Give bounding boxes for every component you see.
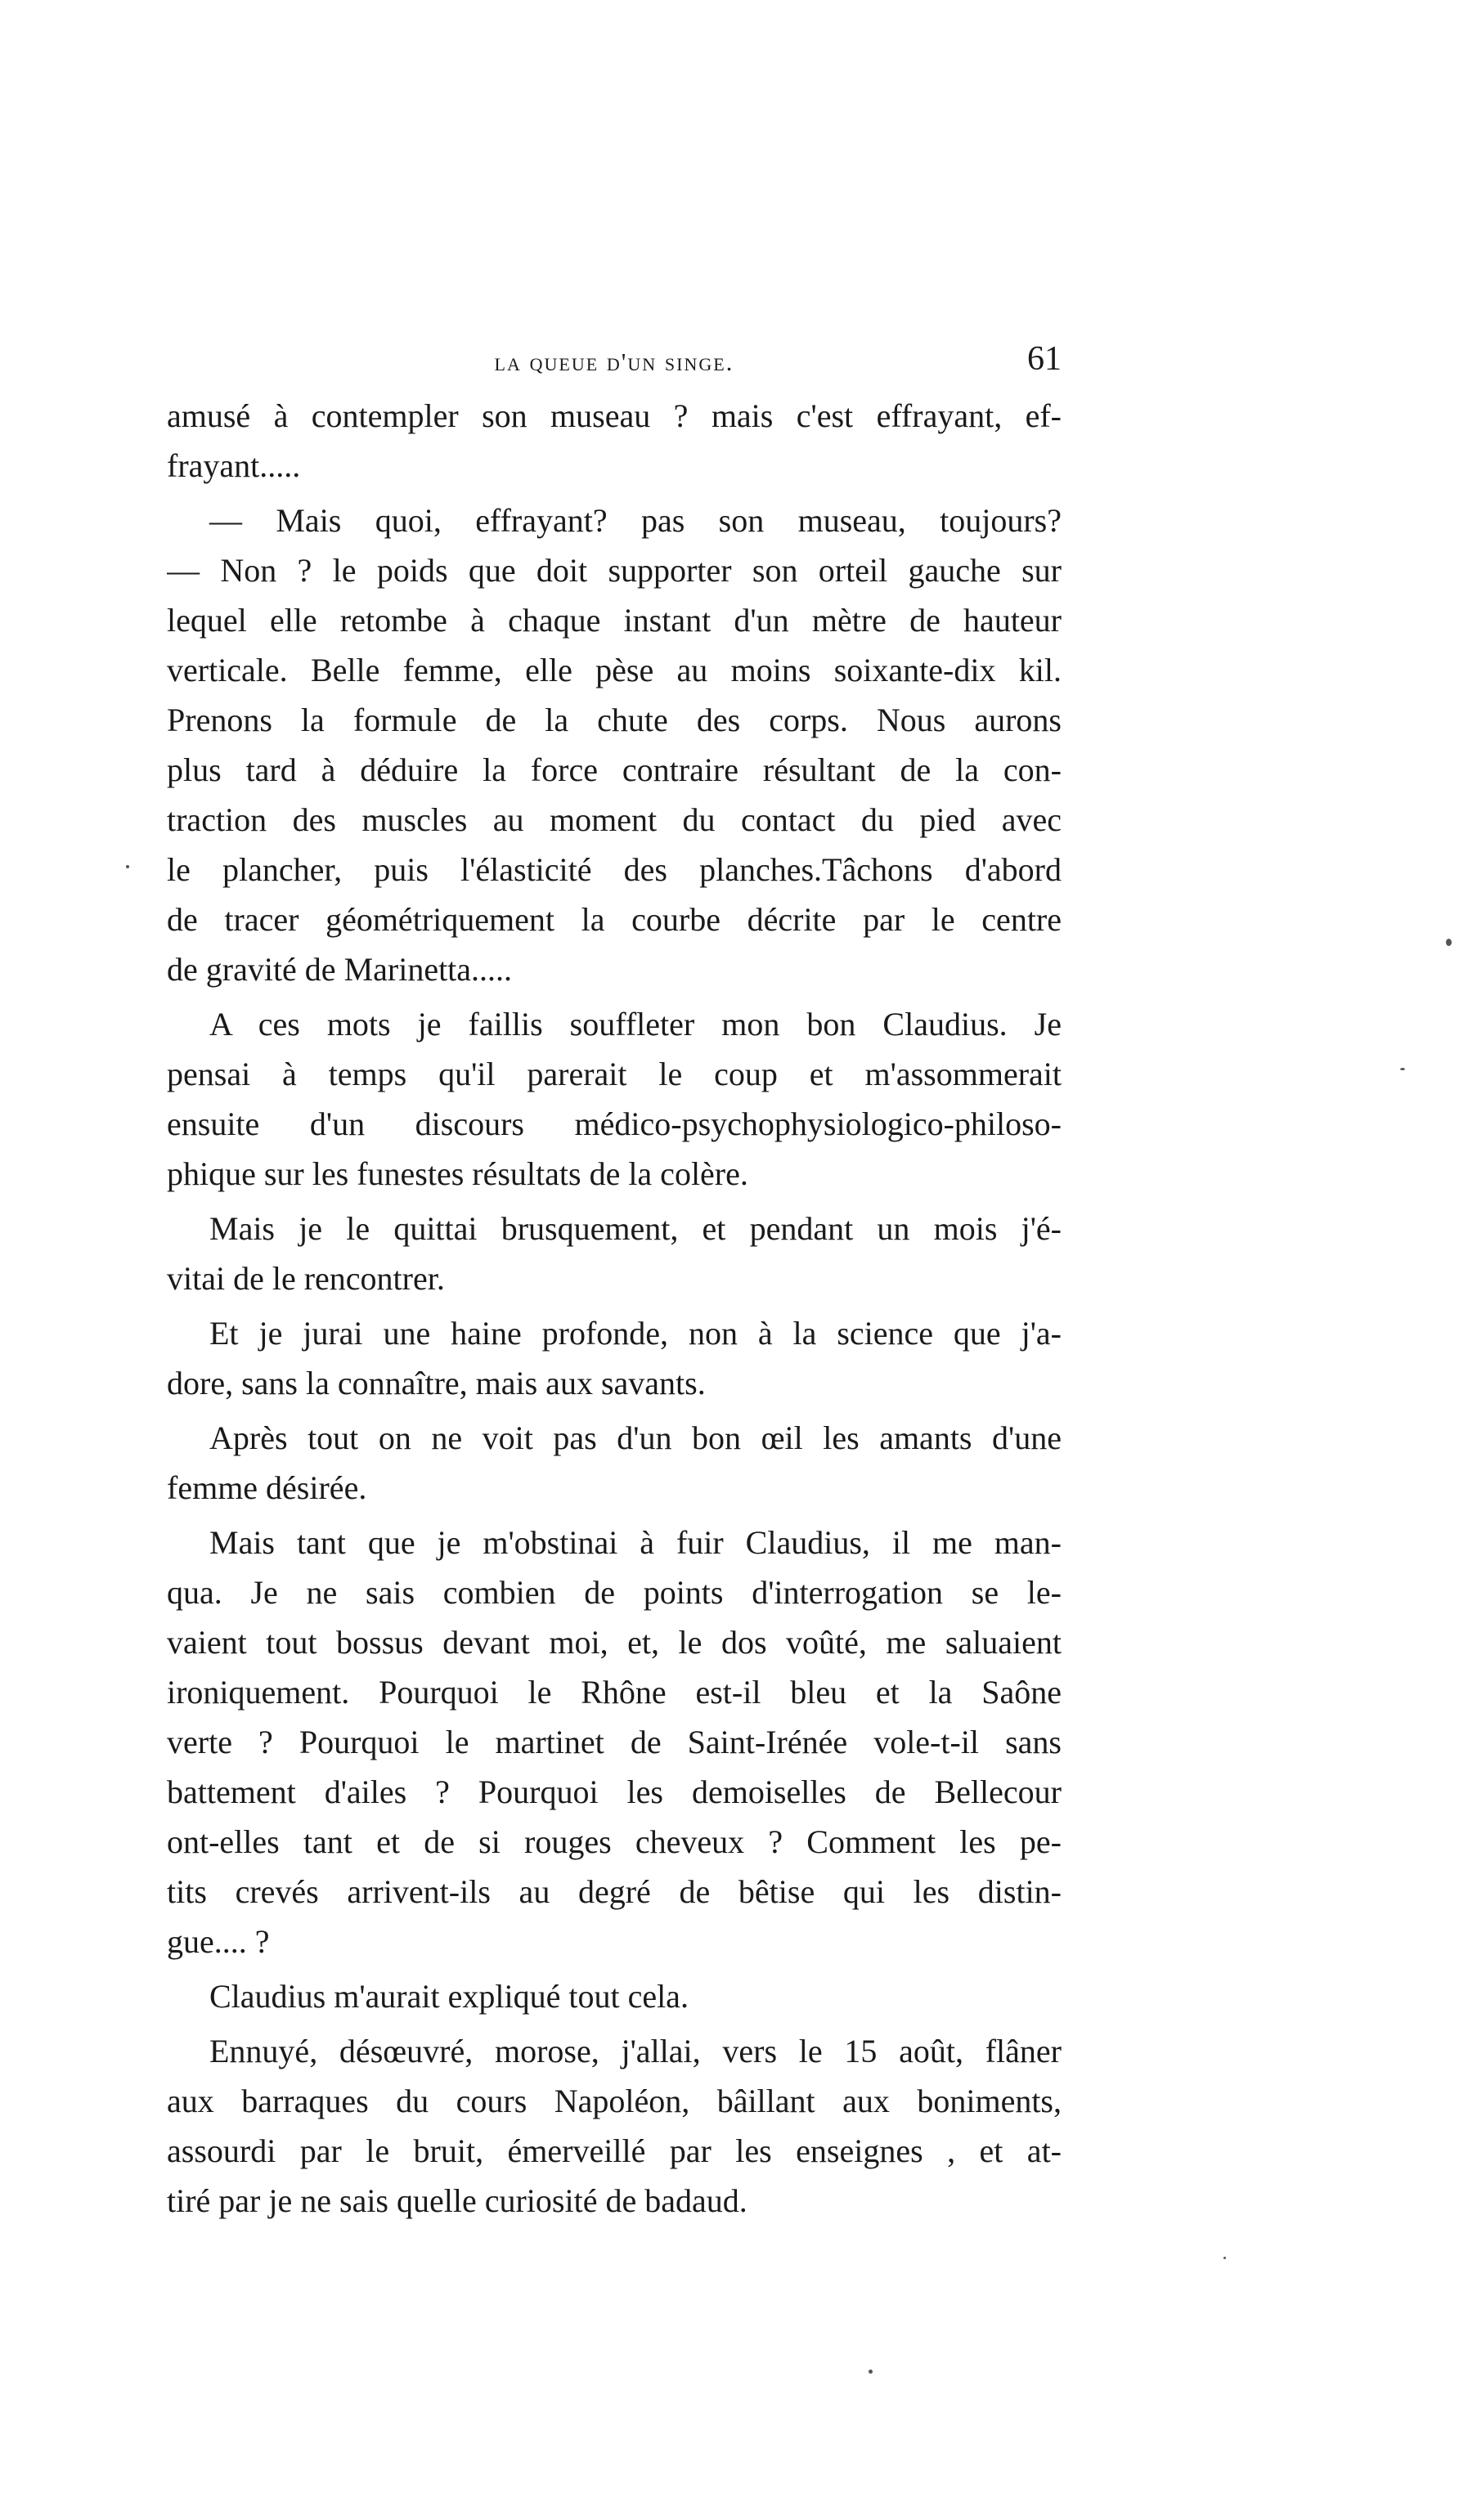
running-title: la queue d'un singe. bbox=[494, 348, 734, 376]
text-line: tiré par je ne sais quelle curiosité de badaud. bbox=[167, 2182, 747, 2219]
text-line: vitai de le rencontrer. bbox=[167, 1260, 445, 1297]
text-line: assourdi par le bruit, émerveillé par les enseignes , et at- bbox=[167, 2132, 1062, 2169]
text-line: tits crevés arrivent-ils au degré de bêtise qui les distin- bbox=[167, 1873, 1062, 1910]
page-number: 61 bbox=[1027, 340, 1062, 378]
text-line: gue.... ? bbox=[167, 1923, 270, 1960]
text-line: lequel elle retombe à chaque instant d'un mètre de hauteur bbox=[167, 602, 1062, 639]
page-header bbox=[167, 339, 1062, 388]
text-line: dore, sans la connaître, mais aux savants. bbox=[167, 1365, 706, 1401]
scan-speck bbox=[869, 2370, 873, 2374]
text-line: aux barraques du cours Napoléon, bâillant aux boniments, bbox=[167, 2083, 1062, 2119]
text-line: Après tout on ne voit pas d'un bon œil les amants d'une bbox=[209, 1419, 1062, 1456]
text-line: verte ? Pourquoi le martinet de Saint-Irénée vole-t-il sans bbox=[167, 1724, 1062, 1760]
text-line: femme désirée. bbox=[167, 1469, 367, 1506]
text-line: de gravité de Marinetta..... bbox=[167, 951, 513, 988]
text-line: verticale. Belle femme, elle pèse au moins soixante-dix kil. bbox=[167, 652, 1062, 688]
text-line: pensai à temps qu'il parerait le coup et m'assommerait bbox=[167, 1056, 1062, 1092]
text-line: Mais je le quittai brusquement, et pendant un mois j'é- bbox=[209, 1210, 1062, 1247]
scan-speck bbox=[1400, 1068, 1405, 1070]
text-line: ironiquement. Pourquoi le Rhône est-il bleu et la Saône bbox=[167, 1674, 1062, 1711]
text-line: amusé à contempler son museau ? mais c'est effrayant, ef- bbox=[167, 397, 1062, 434]
text-line: ensuite d'un discours médico-psychophysiologico-philoso- bbox=[167, 1105, 1062, 1142]
text-line: Claudius m'aurait expliqué tout cela. bbox=[209, 1978, 689, 2015]
text-line: phique sur les funestes résultats de la colère. bbox=[167, 1155, 748, 1192]
text-line: battement d'ailes ? Pourquoi les demoiselles de Bellecour bbox=[167, 1773, 1062, 1810]
text-line: Mais tant que je m'obstinai à fuir Claudius, il me man- bbox=[209, 1524, 1062, 1561]
text-line: — Mais quoi, effrayant? pas son museau, toujours? bbox=[209, 502, 1062, 539]
text-line: qua. Je ne sais combien de points d'interrogation se le- bbox=[167, 1574, 1062, 1611]
text-line: de tracer géométriquement la courbe décrite par le centre bbox=[167, 901, 1062, 938]
text-line: le plancher, puis l'élasticité des planches.Tâchons d'abord bbox=[167, 851, 1062, 888]
text-line: vaient tout bossus devant moi, et, le dos voûté, me saluaient bbox=[167, 1624, 1062, 1661]
text-line: A ces mots je faillis souffleter mon bon Claudius. Je bbox=[209, 1006, 1062, 1043]
text-line: Prenons la formule de la chute des corps. Nous aurons bbox=[167, 702, 1062, 738]
scan-speck bbox=[1446, 939, 1452, 946]
text-line: traction des muscles au moment du contact du pied avec bbox=[167, 801, 1062, 838]
text-line: Ennuyé, désœuvré, morose, j'allai, vers le 15 août, flâner bbox=[209, 2033, 1062, 2069]
scan-speck bbox=[1223, 2257, 1226, 2259]
text-line: frayant..... bbox=[167, 447, 301, 484]
text-line: — Non ? le poids que doit supporter son orteil gauche sur bbox=[167, 552, 1062, 589]
body-text bbox=[167, 391, 1062, 2226]
text-line: ont-elles tant et de si rouges cheveux ? Comment les pe- bbox=[167, 1823, 1062, 1860]
text-line: plus tard à déduire la force contraire résultant de la con- bbox=[167, 751, 1062, 788]
text-line: Et je jurai une haine profonde, non à la science que j'a- bbox=[209, 1315, 1062, 1352]
scan-speck bbox=[126, 865, 129, 868]
